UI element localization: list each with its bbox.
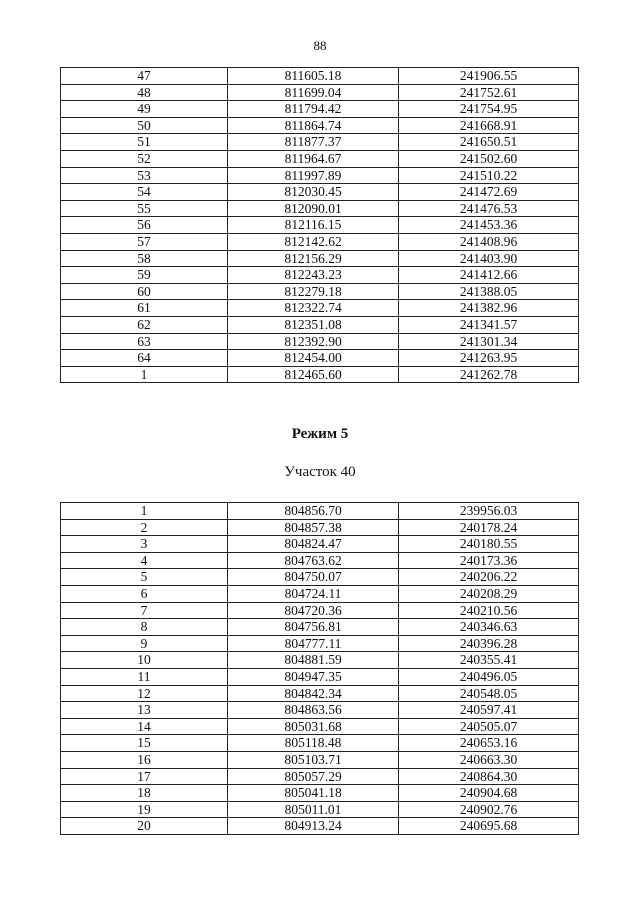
y-coordinate-cell: 241408.96	[399, 233, 579, 250]
table-row	[61, 751, 579, 768]
x-coordinate-cell: 805103.71	[228, 751, 399, 768]
table-row	[61, 668, 579, 685]
table-row	[61, 768, 579, 785]
y-coordinate-cell: 241301.34	[399, 333, 579, 350]
y-coordinate-cell: 240695.68	[399, 818, 579, 835]
point-number-cell: 9	[61, 635, 228, 652]
point-number-cell: 4	[61, 552, 228, 569]
table-row	[61, 785, 579, 802]
table-row	[61, 619, 579, 636]
point-number-cell: 56	[61, 217, 228, 234]
table-row	[61, 536, 579, 553]
x-coordinate-cell: 804842.34	[228, 685, 399, 702]
x-coordinate-cell: 804857.38	[228, 519, 399, 536]
point-number-cell: 53	[61, 167, 228, 184]
x-coordinate-cell: 812392.90	[228, 333, 399, 350]
y-coordinate-cell: 240180.55	[399, 536, 579, 553]
y-coordinate-cell: 241388.05	[399, 283, 579, 300]
y-coordinate-cell: 241453.36	[399, 217, 579, 234]
point-number-cell: 62	[61, 316, 228, 333]
y-coordinate-cell: 241403.90	[399, 250, 579, 267]
y-coordinate-cell: 241668.91	[399, 117, 579, 134]
x-coordinate-cell: 811877.37	[228, 134, 399, 151]
table-row	[61, 316, 579, 333]
point-number-cell: 1	[61, 366, 228, 383]
x-coordinate-cell: 804720.36	[228, 602, 399, 619]
x-coordinate-cell: 812279.18	[228, 283, 399, 300]
section-heading: Участок 40	[284, 464, 356, 480]
point-number-cell: 5	[61, 569, 228, 586]
y-coordinate-cell: 240653.16	[399, 735, 579, 752]
x-coordinate-cell: 805057.29	[228, 768, 399, 785]
point-number-cell: 55	[61, 200, 228, 217]
y-coordinate-cell: 240663.30	[399, 751, 579, 768]
table-row	[61, 68, 579, 85]
x-coordinate-cell: 804863.56	[228, 702, 399, 719]
y-coordinate-cell: 241472.69	[399, 184, 579, 201]
y-coordinate-cell: 241262.78	[399, 366, 579, 383]
point-number-cell: 63	[61, 333, 228, 350]
point-number-cell: 2	[61, 519, 228, 536]
table-row	[61, 503, 579, 520]
y-coordinate-cell: 241650.51	[399, 134, 579, 151]
point-number-cell: 16	[61, 751, 228, 768]
x-coordinate-cell: 804947.35	[228, 668, 399, 685]
x-coordinate-cell: 804756.81	[228, 619, 399, 636]
y-coordinate-cell: 241341.57	[399, 316, 579, 333]
y-coordinate-cell: 240396.28	[399, 635, 579, 652]
point-number-cell: 60	[61, 283, 228, 300]
point-number-cell: 59	[61, 267, 228, 284]
table-row	[61, 117, 579, 134]
table-row	[61, 652, 579, 669]
point-number-cell: 54	[61, 184, 228, 201]
table-row	[61, 300, 579, 317]
y-coordinate-cell: 241906.55	[399, 68, 579, 85]
table-row	[61, 552, 579, 569]
y-coordinate-cell: 240597.41	[399, 702, 579, 719]
table-row	[61, 184, 579, 201]
table-row	[61, 233, 579, 250]
table-row	[61, 333, 579, 350]
y-coordinate-cell: 240208.29	[399, 585, 579, 602]
point-number-cell: 47	[61, 68, 228, 85]
table-row	[61, 84, 579, 101]
y-coordinate-cell: 241502.60	[399, 150, 579, 167]
point-number-cell: 12	[61, 685, 228, 702]
y-coordinate-cell: 239956.03	[399, 503, 579, 520]
x-coordinate-cell: 805041.18	[228, 785, 399, 802]
table-row	[61, 167, 579, 184]
coordinates-table-1	[60, 67, 579, 383]
table-row	[61, 250, 579, 267]
point-number-cell: 48	[61, 84, 228, 101]
x-coordinate-cell: 805031.68	[228, 718, 399, 735]
point-number-cell: 8	[61, 619, 228, 636]
point-number-cell: 7	[61, 602, 228, 619]
y-coordinate-cell: 240496.05	[399, 668, 579, 685]
x-coordinate-cell: 811964.67	[228, 150, 399, 167]
point-number-cell: 13	[61, 702, 228, 719]
x-coordinate-cell: 812090.01	[228, 200, 399, 217]
table-row	[61, 200, 579, 217]
x-coordinate-cell: 812116.15	[228, 217, 399, 234]
x-coordinate-cell: 804777.11	[228, 635, 399, 652]
table-row	[61, 735, 579, 752]
y-coordinate-cell: 240346.63	[399, 619, 579, 636]
y-coordinate-cell: 240904.68	[399, 785, 579, 802]
table-row	[61, 267, 579, 284]
table-row	[61, 569, 579, 586]
table-row	[61, 366, 579, 383]
point-number-cell: 20	[61, 818, 228, 835]
y-coordinate-cell: 241510.22	[399, 167, 579, 184]
y-coordinate-cell: 240548.05	[399, 685, 579, 702]
x-coordinate-cell: 804724.11	[228, 585, 399, 602]
x-coordinate-cell: 805011.01	[228, 801, 399, 818]
point-number-cell: 58	[61, 250, 228, 267]
y-coordinate-cell: 241382.96	[399, 300, 579, 317]
x-coordinate-cell: 812156.29	[228, 250, 399, 267]
x-coordinate-cell: 804881.59	[228, 652, 399, 669]
y-coordinate-cell: 240505.07	[399, 718, 579, 735]
point-number-cell: 18	[61, 785, 228, 802]
point-number-cell: 64	[61, 350, 228, 367]
x-coordinate-cell: 805118.48	[228, 735, 399, 752]
x-coordinate-cell: 812322.74	[228, 300, 399, 317]
table-row	[61, 101, 579, 118]
x-coordinate-cell: 804824.47	[228, 536, 399, 553]
x-coordinate-cell: 804856.70	[228, 503, 399, 520]
point-number-cell: 51	[61, 134, 228, 151]
x-coordinate-cell: 811864.74	[228, 117, 399, 134]
y-coordinate-cell: 240902.76	[399, 801, 579, 818]
table-row	[61, 635, 579, 652]
y-coordinate-cell: 241412.66	[399, 267, 579, 284]
coordinates-table-1-body	[61, 68, 579, 383]
x-coordinate-cell: 812465.60	[228, 366, 399, 383]
table-row	[61, 150, 579, 167]
table-row	[61, 283, 579, 300]
coordinates-table-2-body	[61, 503, 579, 835]
x-coordinate-cell: 812454.00	[228, 350, 399, 367]
x-coordinate-cell: 811699.04	[228, 84, 399, 101]
table-row	[61, 801, 579, 818]
table-row	[61, 818, 579, 835]
table-row	[61, 134, 579, 151]
point-number-cell: 3	[61, 536, 228, 553]
y-coordinate-cell: 241754.95	[399, 101, 579, 118]
x-coordinate-cell: 812142.62	[228, 233, 399, 250]
coordinates-table-2	[60, 502, 579, 835]
point-number-cell: 52	[61, 150, 228, 167]
point-number-cell: 17	[61, 768, 228, 785]
page-number: 88	[313, 38, 327, 53]
mode-heading: Режим 5	[291, 426, 349, 442]
table-row	[61, 718, 579, 735]
point-number-cell: 1	[61, 503, 228, 520]
x-coordinate-cell: 804913.24	[228, 818, 399, 835]
x-coordinate-cell: 812030.45	[228, 184, 399, 201]
point-number-cell: 49	[61, 101, 228, 118]
table-row	[61, 685, 579, 702]
table-row	[61, 585, 579, 602]
y-coordinate-cell: 241752.61	[399, 84, 579, 101]
point-number-cell: 15	[61, 735, 228, 752]
y-coordinate-cell: 240178.24	[399, 519, 579, 536]
table-row	[61, 602, 579, 619]
x-coordinate-cell: 812243.23	[228, 267, 399, 284]
point-number-cell: 6	[61, 585, 228, 602]
point-number-cell: 50	[61, 117, 228, 134]
table-row	[61, 519, 579, 536]
table-row	[61, 217, 579, 234]
y-coordinate-cell: 240173.36	[399, 552, 579, 569]
x-coordinate-cell: 804750.07	[228, 569, 399, 586]
point-number-cell: 57	[61, 233, 228, 250]
y-coordinate-cell: 240210.56	[399, 602, 579, 619]
point-number-cell: 19	[61, 801, 228, 818]
x-coordinate-cell: 811794.42	[228, 101, 399, 118]
point-number-cell: 61	[61, 300, 228, 317]
table-row	[61, 702, 579, 719]
y-coordinate-cell: 240864.30	[399, 768, 579, 785]
table-row	[61, 350, 579, 367]
point-number-cell: 14	[61, 718, 228, 735]
point-number-cell: 11	[61, 668, 228, 685]
y-coordinate-cell: 241263.95	[399, 350, 579, 367]
y-coordinate-cell: 240355.41	[399, 652, 579, 669]
x-coordinate-cell: 804763.62	[228, 552, 399, 569]
x-coordinate-cell: 811997.89	[228, 167, 399, 184]
x-coordinate-cell: 812351.08	[228, 316, 399, 333]
y-coordinate-cell: 240206.22	[399, 569, 579, 586]
point-number-cell: 10	[61, 652, 228, 669]
y-coordinate-cell: 241476.53	[399, 200, 579, 217]
x-coordinate-cell: 811605.18	[228, 68, 399, 85]
